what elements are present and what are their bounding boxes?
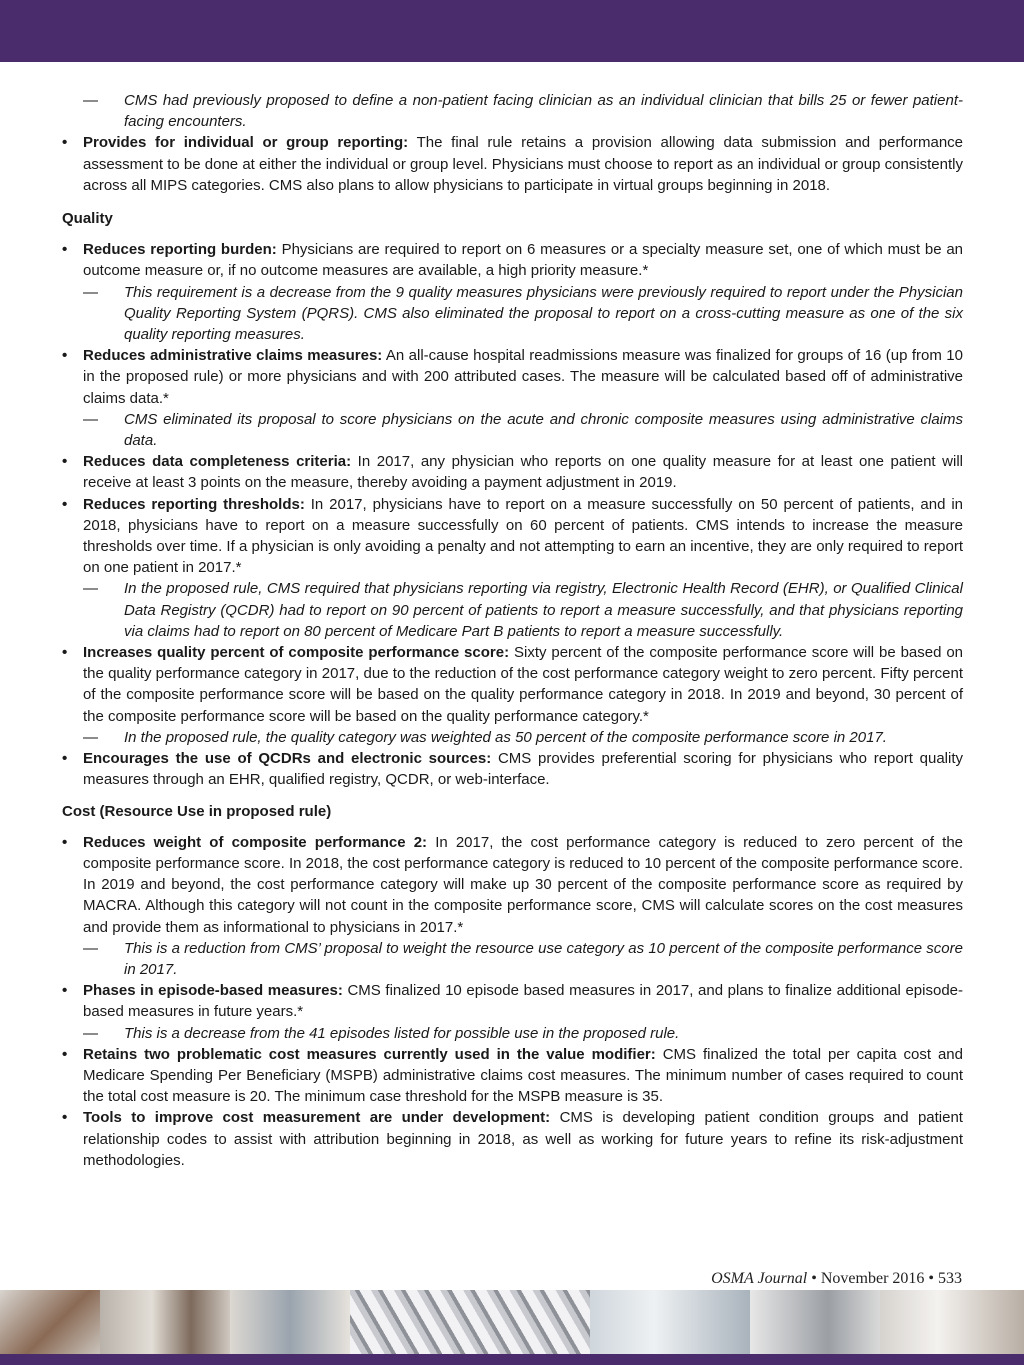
sub-item <box>62 409 963 451</box>
dash: — <box>83 580 98 598</box>
photo-dna-helix <box>350 1290 590 1354</box>
item-text: CMS is developing patient condition groups and patient relationship codes to assist with attribution beginning in 2018, as well as working for future years to refine its risk-adjustment methodologies. <box>83 1109 963 1169</box>
bullet-item <box>62 239 963 281</box>
quality-list <box>62 239 963 790</box>
photo-clinic <box>590 1290 750 1354</box>
sub-item <box>62 282 963 346</box>
item-text: CMS finalized the total per capita cost and Medicare Spending Per Beneficiary (MSPB) administrative claims cost measures. The minimum number of cases required to count the total cost measure is 20. The minimum case threshold for the MSPB measure is 35. <box>83 1045 963 1106</box>
bullet: • <box>62 833 68 851</box>
sub-text: This is a decrease from the 41 episodes listed for possible use in the proposed rule. <box>124 1024 680 1042</box>
bullet: • <box>62 1045 68 1063</box>
item-text: An all-cause hospital readmissions measure was finalized for groups of 16 (up from 10 in the proposed rule) or more physicians and with 200 attributed cases. The measure will be calculated based off of administrative claims data.* <box>83 347 963 407</box>
item-text: The final rule retains a provision allowing data submission and performance assessment to be done at either the individual or group level. Physicians must choose to report as an individual or group consistently across all MIPS categories. CMS also plans to allow physicians to participate in virtual groups beginning in 2018. <box>83 134 964 194</box>
cost-list <box>62 832 963 1171</box>
dash: — <box>83 728 98 746</box>
journal-title: OSMA Journal <box>711 1270 808 1287</box>
cost-heading: Cost (Resource Use in proposed rule) <box>62 802 332 820</box>
dash: — <box>83 939 98 957</box>
photo-laptop <box>750 1290 880 1354</box>
sub-item <box>62 938 963 980</box>
page-footer <box>711 1270 962 1288</box>
bullet-item <box>62 345 963 409</box>
item-lead: Reduces reporting thresholds: <box>83 495 305 513</box>
item-lead: Tools to improve cost measurement are under development: <box>83 1109 551 1127</box>
bullet-item <box>62 832 963 938</box>
bullet: • <box>62 982 68 1000</box>
bullet: • <box>62 453 68 471</box>
bullet: • <box>62 134 68 152</box>
item-text: CMS provides preferential scoring for physicians who report quality measures through an EHR, qualified registry, QCDR, or web-interface. <box>83 750 964 789</box>
item-lead: Encourages the use of QCDRs and electronic sources: <box>83 750 492 768</box>
item-text: Sixty percent of the composite performance score will be based on the quality performance category in 2017, due to the reduction of the cost performance category weight to zero percent. Fifty percent of the composite performance score will be based on the quality performance category in 2018. In 2019 and beyond, 30 percent of the composite performance score will be based on the quality performance category.* <box>83 644 963 725</box>
bullet: • <box>62 347 68 365</box>
item-lead: Reduces administrative claims measures: <box>83 347 383 365</box>
sub-text: CMS eliminated its proposal to score physicians on the acute and chronic composite measures using administrative claims data. <box>124 410 963 450</box>
bullet-item <box>62 451 963 493</box>
article-body <box>62 90 963 1171</box>
sub-text: In the proposed rule, CMS required that physicians reporting via registry, Electronic Health Record (EHR), or Qualified Clinical Data Registry (QCDR) had to report on 90 percent of patients to report a measure successfully, and that physicians reporting via claims had to report on 80 percent of Medicare Part B patients to report a measure successfully. <box>124 580 963 640</box>
footer-band <box>0 1354 1024 1365</box>
sub-item <box>62 727 963 748</box>
item-lead: Phases in episode-based measures: <box>83 982 343 1000</box>
bullet-item <box>62 1107 963 1171</box>
bullet-item <box>62 1044 963 1108</box>
header-band <box>0 0 1024 62</box>
photo-staff-team <box>100 1290 230 1354</box>
sub-text: This requirement is a decrease from the 9 quality measures physicians were previously required to report under the Physician Quality Reporting System (PQRS). CMS also eliminated the proposal to report on a cross-cutting measure as one of the six quality reporting measures. <box>124 283 963 344</box>
bullet: • <box>62 495 68 513</box>
dash: — <box>83 92 98 109</box>
bullet-item <box>62 748 963 790</box>
sub-text: In the proposed rule, the quality category was weighted as 50 percent of the composite performance score in 2017. <box>124 728 887 746</box>
bullet: • <box>62 1109 68 1127</box>
bullet: • <box>62 644 68 662</box>
item-lead: Reduces reporting burden: <box>83 241 277 259</box>
item-lead: Retains two problematic cost measures currently used in the value modifier: <box>83 1045 656 1063</box>
dash: — <box>83 283 98 301</box>
bullet-item <box>62 642 963 727</box>
bullet-item <box>62 494 963 579</box>
item-text: In 2017, the cost performance category is reduced to zero percent of the composite performance score. In 2018, the cost performance category is reduced to 10 percent of the composite performance score. In 2019 and beyond, the cost performance category will make up 30 percent of the composite performance score as required by MACRA. Although this category will not count in the composite performance score, CMS will calculate scores on the cost measures and provide them as informational to physicians in 2017.* <box>83 833 963 936</box>
item-text: CMS finalized 10 episode based measures in 2017, and plans to finalize additional episode-based measures in future years.* <box>83 982 964 1021</box>
item-lead: Reduces data completeness criteria: <box>83 453 352 471</box>
bullet: • <box>62 241 68 259</box>
photo-strip <box>0 1290 1024 1354</box>
dash: — <box>83 1024 98 1042</box>
photo-physician <box>880 1290 1024 1354</box>
item-text: Physicians are required to report on 6 measures or a specialty measure set, one of which must be an outcome measure or, if no outcome measures are available, a high priority measure.* <box>83 241 964 280</box>
page-number: 533 <box>938 1270 962 1287</box>
issue-date: November 2016 <box>820 1270 925 1287</box>
item-lead: Reduces weight of composite performance 2: <box>83 833 428 851</box>
item-text: In 2017, physicians have to report on a measure successfully on 50 percent of patients, and in 2018, physicians have to report on a measure successfully on 60 percent of patients. CMS intends to increase the measure thresholds over time. If a physician is only avoiding a penalty and not attempting to earn an incentive, they are only required to report on one patient in 2017.* <box>83 495 963 577</box>
photo-patient-consult <box>230 1290 350 1354</box>
item-text: In 2017, any physician who reports on one quality measure for at least one patient will receive at least 3 points on the measure, thereby avoiding a payment adjustment in 2019. <box>83 453 963 492</box>
item-lead: Increases quality percent of composite performance score: <box>83 644 510 662</box>
quality-heading: Quality <box>62 210 113 228</box>
sub-text: CMS had previously proposed to define a non-patient facing clinician as an individual clinician that bills 25 or fewer patient-facing encounters. <box>124 92 963 131</box>
photo-doctor-portrait <box>0 1290 100 1354</box>
dash: — <box>83 410 98 428</box>
group-reporting-item <box>62 132 963 196</box>
bullet: • <box>62 750 68 768</box>
bullet-item <box>62 980 963 1022</box>
sub-item <box>62 578 963 642</box>
footer-separator: • <box>928 1270 934 1287</box>
footer-separator: • <box>811 1270 817 1287</box>
item-lead: Provides for individual or group reporting: <box>83 134 409 152</box>
sub-item <box>62 1023 963 1044</box>
intro-sub-item <box>62 90 963 132</box>
sub-text: This is a reduction from CMS’ proposal to weight the resource use category as 10 percent of the composite performance score in 2017. <box>124 939 963 978</box>
